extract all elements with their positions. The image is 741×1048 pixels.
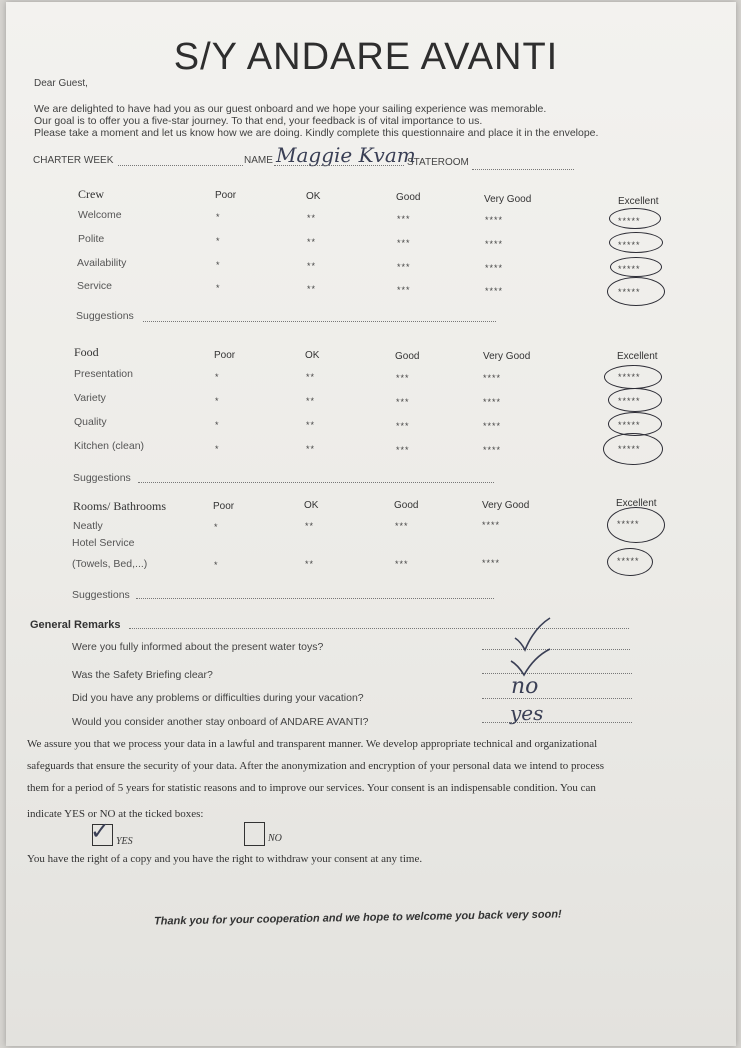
star-2[interactable]: ** [306, 372, 316, 382]
star-1[interactable]: * [216, 283, 221, 293]
consent-yes-label: YES [116, 836, 133, 847]
star-2[interactable]: ** [307, 284, 317, 294]
stateroom-label: STATEROOM [407, 157, 469, 168]
col-poor: Poor [215, 190, 237, 201]
star-3[interactable]: *** [396, 397, 410, 407]
question-safety-briefing: Was the Safety Briefing clear? [72, 669, 213, 681]
charter-week-label: CHARTER WEEK [33, 155, 114, 166]
star-1[interactable]: * [215, 444, 220, 454]
circled-excellent-mark [607, 548, 653, 576]
col-excellent: Excellent [617, 351, 658, 362]
star-4[interactable]: **** [485, 215, 504, 225]
row-label: Polite [78, 233, 105, 245]
star-5[interactable]: ***** [618, 396, 641, 406]
star-2[interactable]: ** [307, 261, 317, 271]
star-5[interactable]: ***** [617, 556, 640, 566]
col-good: Good [395, 351, 420, 362]
row-label: Neatly [73, 520, 103, 532]
star-5[interactable]: ***** [618, 372, 641, 382]
circled-excellent-mark [603, 433, 663, 465]
section-title: Food [74, 345, 99, 359]
circled-excellent-mark [607, 507, 665, 543]
intro-line-3: Please take a moment and let us know how we are doing. Kindly complete this questionnaire and place it in the envelope. [34, 127, 599, 139]
suggestions-label: Suggestions [76, 310, 134, 322]
star-1[interactable]: * [216, 212, 221, 222]
row-label: (Towels, Bed,...) [72, 558, 148, 570]
suggestions-label: Suggestions [73, 472, 131, 484]
col-very-good: Very Good [482, 500, 530, 511]
circled-excellent-mark [608, 388, 662, 412]
star-5[interactable]: ***** [618, 264, 641, 274]
star-5[interactable]: ***** [618, 216, 641, 226]
suggestions-field[interactable] [138, 482, 494, 483]
row-label: Hotel Service [72, 537, 135, 549]
charter-week-field[interactable] [118, 165, 243, 166]
thank-you-note: Thank you for your cooperation and we hope to welcome you back very soon! [153, 908, 562, 928]
star-3[interactable]: *** [396, 445, 410, 455]
answer-yes[interactable]: yes [510, 701, 544, 725]
star-2[interactable]: ** [306, 396, 316, 406]
answer-checkmark-icon [508, 647, 552, 677]
greeting: Dear Guest, [34, 78, 88, 89]
consent-line-2: safeguards that ensure the security of your data. After the anonymization and encryption of your personal data we intend to process [27, 760, 605, 772]
star-5[interactable]: ***** [618, 444, 641, 454]
answer-line[interactable] [482, 722, 632, 723]
question-another-stay: Would you consider another stay onboard of ANDARE AVANTI? [72, 716, 369, 728]
name-field-line [274, 165, 404, 166]
row-label: Service [77, 280, 113, 292]
col-very-good: Very Good [483, 351, 531, 362]
questionnaire-sheet [6, 2, 736, 1046]
star-2[interactable]: ** [307, 213, 317, 223]
star-3[interactable]: *** [395, 559, 409, 569]
answer-line[interactable] [482, 673, 632, 674]
star-5[interactable]: ***** [618, 287, 641, 297]
circled-excellent-mark [610, 257, 662, 277]
star-1[interactable]: * [215, 420, 220, 430]
star-3[interactable]: *** [395, 521, 409, 531]
star-4[interactable]: **** [483, 397, 502, 407]
consent-line-3: them for a period of 5 years for statistic reasons and to improve our services. Your consent is an indispensable condition. You can [27, 782, 596, 794]
star-4[interactable]: **** [482, 558, 501, 568]
star-4[interactable]: **** [485, 263, 504, 273]
star-3[interactable]: *** [397, 285, 411, 295]
row-label: Presentation [74, 368, 133, 380]
consent-rights: You have the right of a copy and you have the right to withdraw your consent at any time. [27, 853, 423, 865]
star-2[interactable]: ** [305, 559, 315, 569]
star-1[interactable]: * [216, 260, 221, 270]
consent-no-label: NO [268, 833, 282, 844]
star-5[interactable]: ***** [618, 420, 641, 430]
star-3[interactable]: *** [397, 214, 411, 224]
col-good: Good [396, 192, 421, 203]
consent-line-4: indicate YES or NO at the ticked boxes: [27, 808, 204, 820]
suggestions-label: Suggestions [72, 589, 130, 601]
star-1[interactable]: * [216, 236, 221, 246]
page-title: S/Y ANDARE AVANTI [173, 36, 559, 78]
star-4[interactable]: **** [482, 520, 501, 530]
col-ok: OK [305, 350, 320, 361]
star-4[interactable]: **** [483, 421, 502, 431]
circled-excellent-mark [607, 277, 665, 306]
intro-line-1: We are delighted to have had you as our guest onboard and we hope your sailing experience was memorable. [34, 103, 547, 115]
col-good: Good [394, 500, 419, 511]
answer-line[interactable] [482, 649, 630, 650]
suggestions-field[interactable] [143, 321, 496, 322]
section-title: Crew [78, 187, 104, 201]
star-4[interactable]: **** [483, 373, 502, 383]
circled-excellent-mark [609, 232, 663, 253]
general-remarks-title: General Remarks [30, 619, 121, 631]
suggestions-field[interactable] [136, 598, 494, 599]
row-label: Availability [77, 257, 127, 269]
star-2[interactable]: ** [306, 444, 316, 454]
col-poor: Poor [214, 350, 236, 361]
row-label: Welcome [78, 209, 122, 221]
col-poor: Poor [213, 501, 235, 512]
name-value[interactable]: Maggie Kvam [276, 143, 416, 167]
col-ok: OK [306, 191, 321, 202]
star-3[interactable]: *** [397, 238, 411, 248]
star-4[interactable]: **** [485, 286, 504, 296]
row-label: Kitchen (clean) [74, 440, 145, 452]
question-problems: Did you have any problems or difficulties during your vacation? [72, 692, 364, 704]
star-3[interactable]: *** [396, 373, 410, 383]
col-excellent: Excellent [616, 498, 657, 509]
consent-no-checkbox[interactable] [244, 822, 265, 846]
circled-excellent-mark [609, 208, 661, 229]
star-1[interactable]: * [215, 396, 220, 406]
col-very-good: Very Good [484, 194, 532, 205]
star-2[interactable]: ** [306, 420, 316, 430]
col-ok: OK [304, 500, 319, 511]
star-4[interactable]: **** [483, 445, 502, 455]
intro-line-2: Our goal is to offer you a five-star journey. To that end, your feedback is of vital importance to us. [34, 115, 483, 127]
answer-no[interactable]: no [511, 674, 539, 699]
question-water-toys: Were you fully informed about the present water toys? [72, 641, 324, 653]
star-3[interactable]: *** [397, 262, 411, 272]
star-5[interactable]: ***** [618, 240, 641, 250]
row-label: Quality [74, 416, 107, 428]
general-remarks-field[interactable] [129, 628, 629, 629]
col-excellent: Excellent [618, 196, 659, 207]
star-2[interactable]: ** [307, 237, 317, 247]
stateroom-field[interactable] [472, 169, 574, 170]
star-4[interactable]: **** [485, 239, 504, 249]
star-1[interactable]: * [214, 560, 219, 570]
star-1[interactable]: * [214, 522, 219, 532]
star-3[interactable]: *** [396, 421, 410, 431]
consent-yes-checkmark-icon: ✓ [90, 817, 111, 845]
star-1[interactable]: * [215, 372, 220, 382]
consent-line-1: We assure you that we process your data in a lawful and transparent manner. We develop appropriate technical and organizational [27, 738, 598, 750]
star-2[interactable]: ** [305, 521, 315, 531]
name-label: NAME [244, 155, 273, 166]
row-label: Variety [74, 392, 106, 404]
circled-excellent-mark [604, 365, 662, 389]
answer-line[interactable] [482, 698, 632, 699]
section-title: Rooms/ Bathrooms [73, 499, 167, 513]
star-5[interactable]: ***** [617, 519, 640, 529]
